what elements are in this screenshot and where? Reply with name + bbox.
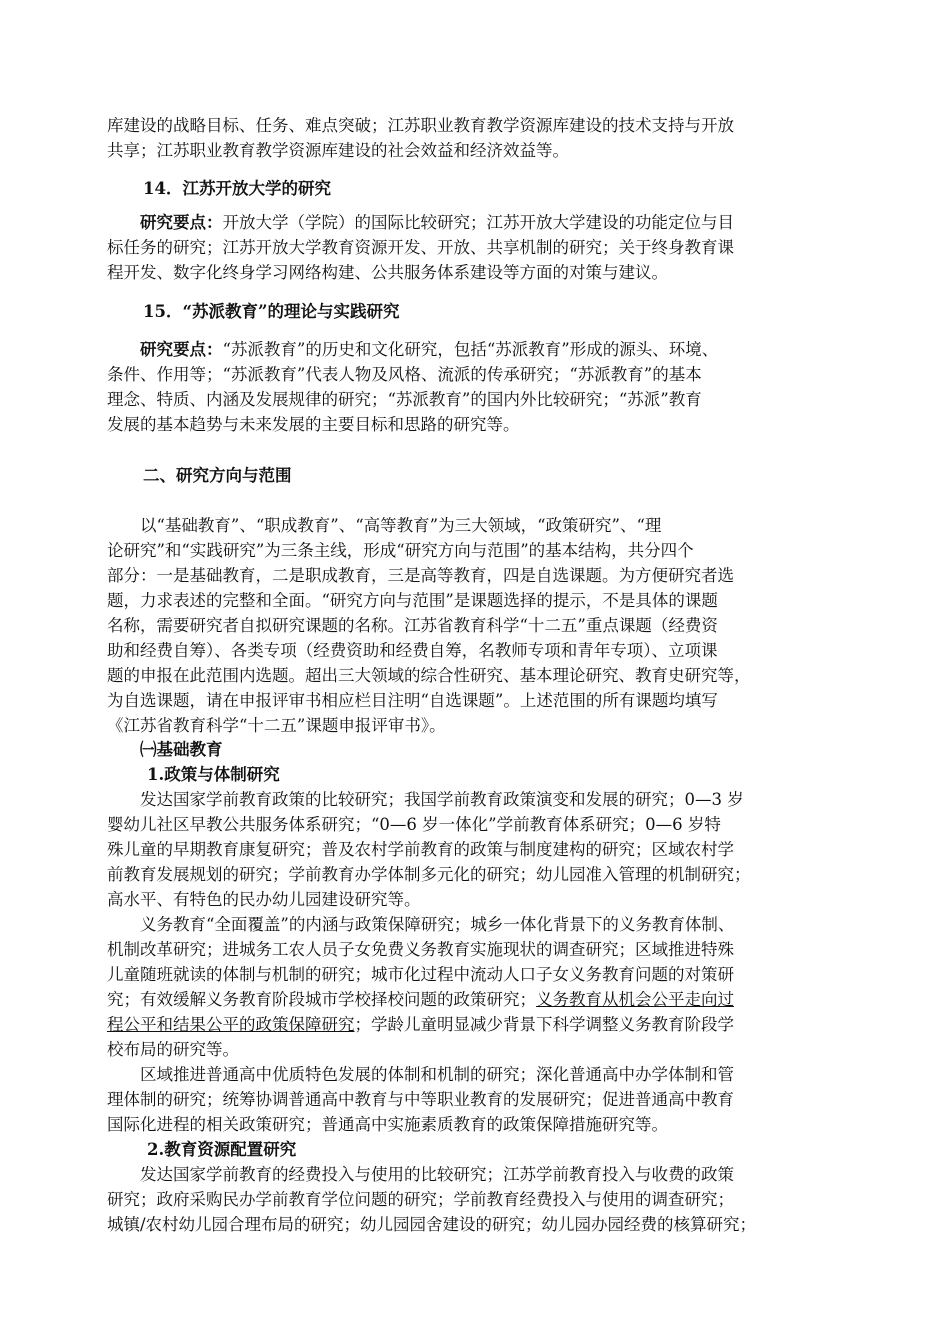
- text-line: 助和经费自筹）、各类专项（经费资助和经费自筹，名教师专项和青年专项）、立项课: [107, 641, 718, 660]
- text-line: 前教育发展规划的研究；学前教育办学体制多元化的研究；幼儿园准入管理的机制研究；: [107, 865, 751, 884]
- paragraph-senior-high: [107, 1062, 853, 1137]
- heading-item-15: 15．“苏派教育”的理论与实践研究: [143, 302, 400, 321]
- text-line: 论研究”和“实践研究”为三条主线，形成“研究方向与范围”的基本结构，共分四个: [107, 541, 694, 560]
- text-line: 理念、特质、内涵及发展规律的研究；“苏派教育”的国内外比较研究；“苏派”教育: [107, 390, 702, 409]
- text-line: 发展的基本趋势与未来发展的主要目标和思路的研究等。: [107, 415, 520, 434]
- text-line: 殊儿童的早期教育康复研究；普及农村学前教育的政策与制度建构的研究；区域农村学: [107, 840, 734, 859]
- text-line: 程开发、数字化终身学习网络构建、公共服务体系建设等方面的对策与建议。: [107, 263, 668, 282]
- text-line: [107, 1062, 853, 1087]
- text-line: 理体制的研究；统筹协调普通高中教育与中等职业教育的发展研究；促进普通高中教育: [107, 1090, 734, 1109]
- text-run: ；学龄儿童明显减少背景下科学调整义务教育阶段学: [354, 1015, 734, 1034]
- research-points-label: 研究要点：: [140, 340, 223, 359]
- text-line: [107, 513, 853, 538]
- paragraph-resource-library-continued: [107, 113, 853, 163]
- text-line: 《江苏省教育科学“十二五”课题申报评审书》。: [107, 716, 446, 735]
- text-line: 名称，需要研究者自拟研究课题的名称。江苏省教育科学“十二五”重点课题（经费资: [107, 616, 718, 635]
- text-run: 以“基础教育”、“职成教育”、“高等教育”为三大领域，“政策研究”、“理: [140, 516, 662, 535]
- text-line: [107, 1012, 853, 1037]
- text-line: 城镇/农村幼儿园合理布局的研究；幼儿园园舍建设的研究；幼儿园办园经费的核算研究；: [107, 1215, 757, 1234]
- text-line: [107, 1162, 853, 1187]
- text-line: 题的申报在此范围内选题。超出三大领域的综合性研究、基本理论研究、教育史研究等，: [107, 666, 751, 685]
- text-run: “苏派教育”的历史和文化研究，包括“苏派教育”形成的源头、环境、: [222, 340, 719, 359]
- text-line: [107, 210, 853, 235]
- paragraph-preschool-policy: [107, 787, 853, 912]
- text-line: 条件、作用等；“苏派教育”代表人物及风格、流派的传承研究；“苏派教育”的基本: [107, 365, 702, 384]
- text-line: 研究；政府采购民办学前教育学位问题的研究；学前教育经费投入与使用的调查研究；: [107, 1190, 734, 1209]
- text-line: 标任务的研究；江苏开放大学教育资源开发、开放、共享机制的研究；关于终身教育课: [107, 238, 734, 257]
- paragraph-item-15: [107, 337, 853, 437]
- text-run: 区域推进普通高中优质特色发展的体制和机制的研究；深化普通高中办学体制和管: [140, 1065, 734, 1084]
- text-line: [107, 337, 853, 362]
- text-line: 为自选课题，请在申报评审书相应栏目注明“自选课题”。上述范围的所有课题均填写: [107, 691, 718, 710]
- section-heading-research-scope: 二、研究方向与范围: [143, 466, 292, 485]
- text-line: 国际化进程的相关政策研究；普通高中实施素质教育的政策保障措施研究等。: [107, 1115, 668, 1134]
- underlined-text: 义务教育从机会公平走向过: [536, 990, 734, 1009]
- paragraph-research-scope: [107, 513, 853, 738]
- text-run: 开放大学（学院）的国际比较研究；江苏开放大学建设的功能定位与目: [222, 213, 734, 232]
- paragraph-item-14: [107, 210, 853, 285]
- text-line: 高水平、有特色的民办幼儿园建设研究等。: [107, 890, 421, 909]
- text-line: [107, 787, 853, 812]
- text-line: [107, 912, 853, 937]
- paragraph-compulsory-education: [107, 912, 853, 1062]
- subheading-basic-education: ㈠基础教育: [140, 740, 223, 759]
- subheading-policy-system: 1.政策与体制研究: [147, 765, 280, 784]
- text-run: 发达国家学前教育政策的比较研究；我国学前教育政策演变和发展的研究；0—3 岁: [140, 790, 744, 809]
- text-line: 机制改革研究；进城务工农人员子女免费义务教育实施现状的调查研究；区域推进特殊: [107, 940, 734, 959]
- text-line: 共享；江苏职业教育教学资源库建设的社会效益和经济效益等。: [107, 141, 569, 160]
- text-run: 义务教育“全面覆盖”的内涵与政策保障研究；城乡一体化背景下的义务教育体制、: [140, 915, 735, 934]
- text-line: 题，力求表述的完整和全面。“研究方向与范围”是课题选择的提示，不是具体的课题: [107, 591, 718, 610]
- subheading-resource-allocation: 2.教育资源配置研究: [147, 1140, 297, 1159]
- heading-item-14: 14．江苏开放大学的研究: [143, 179, 331, 198]
- research-points-label: 研究要点：: [140, 213, 223, 232]
- text-run: 究；有效缓解义务教育阶段城市学校择校问题的政策研究；: [107, 990, 536, 1009]
- underlined-text: 程公平和结果公平的政策保障研究: [107, 1015, 355, 1034]
- text-line: 库建设的战略目标、任务、难点突破；江苏职业教育教学资源库建设的技术支持与开放: [107, 116, 734, 135]
- text-line: [107, 987, 853, 1012]
- text-line: 婴幼儿社区早教公共服务体系研究；“0—6 岁一体化”学前教育体系研究；0—6 岁特: [107, 815, 721, 834]
- text-line: 儿童随班就读的体制与机制的研究；城市化过程中流动人口子女义务教育问题的对策研: [107, 965, 734, 984]
- text-run: 发达国家学前教育的经费投入与使用的比较研究；江苏学前教育投入与收费的政策: [140, 1165, 734, 1184]
- paragraph-resource-allocation: [107, 1162, 853, 1237]
- text-line: 校布局的研究等。: [107, 1040, 239, 1059]
- text-line: 部分：一是基础教育，二是职成教育，三是高等教育，四是自选课题。为方便研究者选: [107, 566, 734, 585]
